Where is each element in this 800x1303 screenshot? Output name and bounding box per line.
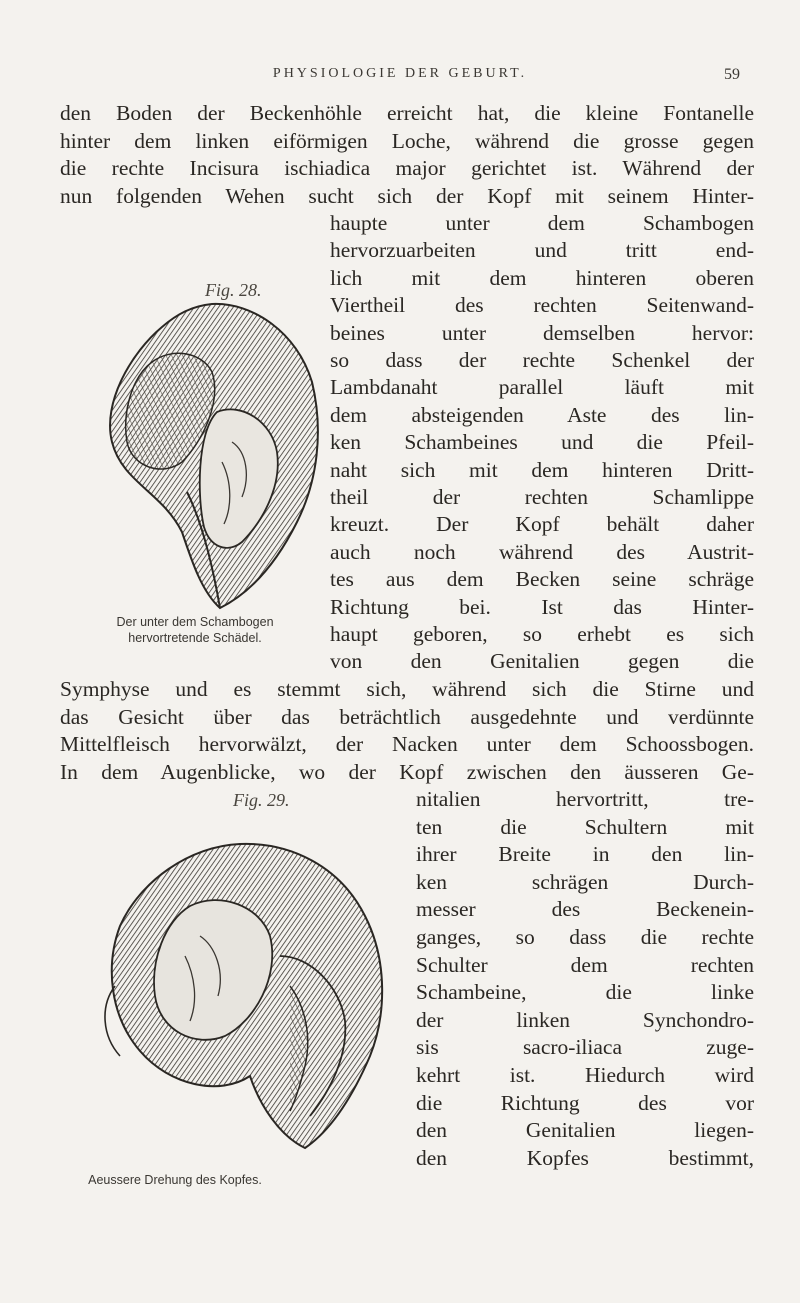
running-title: PHYSIOLOGIE DER GEBURT.	[272, 66, 528, 81]
text-line: beines unter demselben hervor:	[330, 320, 754, 345]
text-line: Lambdanaht parallel läuft mit	[330, 375, 754, 400]
figure-28-caption	[70, 614, 320, 646]
text-line: ihrer Breite in den lin-	[416, 842, 754, 867]
text-line: den Boden der Beckenhöhle erreicht hat, die kleine Fontanelle	[60, 101, 754, 125]
text-line: Viertheil des rechten Seitenwand-	[330, 293, 754, 318]
fetal-head-illustration	[92, 292, 328, 612]
text-line: haupt geboren, so erhebt es sich	[330, 622, 754, 646]
text-line: die rechte Incisura ischiadica major gerichtet ist. Während der	[60, 156, 754, 181]
text-line: Mittelfleisch hervorwälzt, der Nacken unter dem Schoossbogen.	[60, 732, 754, 757]
fetal-head-rotation-illustration	[90, 836, 396, 1154]
text-line: In dem Augenblicke, wo der Kopf zwischen den äusseren Ge-	[60, 759, 754, 784]
caption-line: Aeussere Drehung des Kopfes.	[88, 1173, 262, 1187]
text-line: die Richtung des vor	[416, 1090, 754, 1115]
text-line: dem absteigenden Aste des lin-	[330, 402, 754, 427]
figure-29-label: Fig. 29.	[233, 790, 290, 810]
text-line: lich mit dem hinteren oberen	[330, 265, 754, 290]
text-line: den Kopfes bestimmt,	[416, 1145, 754, 1170]
text-line: Schambeine, die linke	[416, 980, 754, 1005]
text-line: Richtung bei. Ist das Hinter-	[330, 594, 754, 619]
text-line: theil der rechten Schamlippe	[330, 485, 754, 509]
caption-line: hervortretende Schädel.	[128, 631, 262, 645]
caption-line: Der unter dem Schambogen	[116, 615, 274, 629]
text-line: ken schrägen Durch-	[416, 869, 754, 894]
page-number: 59	[724, 66, 740, 83]
text-line: messer des Beckenein-	[416, 897, 754, 922]
text-line: das Gesicht über das beträchtlich ausgedehnte und verdünnte	[60, 704, 754, 729]
text-line: naht sich mit dem hinteren Dritt-	[330, 457, 754, 482]
figure-28-label: Fig. 28.	[205, 280, 262, 300]
text-line: ten die Schultern mit	[416, 814, 754, 839]
text-line: so dass der rechte Schenkel der	[330, 348, 754, 372]
figure-29-caption	[40, 1172, 310, 1188]
text-line: kreuzt. Der Kopf behält daher	[330, 512, 754, 537]
text-line: ganges, so dass die rechte	[416, 925, 754, 949]
text-line: nitalien hervortritt, tre-	[416, 787, 754, 811]
text-line: von den Genitalien gegen die	[330, 649, 754, 674]
text-line: kehrt ist. Hiedurch wird	[416, 1063, 754, 1087]
text-line: Schulter dem rechten	[416, 952, 754, 977]
text-line: ken Schambeines und die Pfeil-	[330, 430, 754, 455]
text-line: hinter dem linken eiförmigen Loche, während die grosse gegen	[60, 128, 754, 153]
text-line: nun folgenden Wehen sucht sich der Kopf mit seinem Hinter-	[60, 183, 754, 208]
text-line: hervorzuarbeiten und tritt end-	[330, 238, 754, 263]
text-line: haupte unter dem Schambogen	[330, 211, 754, 235]
figure-29	[90, 836, 396, 1154]
text-line: der linken Synchondro-	[416, 1007, 754, 1032]
text-line: auch noch während des Austrit-	[330, 539, 754, 564]
running-head	[60, 66, 740, 90]
text-line: sis sacro-iliaca zuge-	[416, 1035, 754, 1060]
figure-28	[92, 292, 328, 612]
text-line: Symphyse und es stemmt sich, während sich die Stirne und	[60, 677, 754, 701]
text-line: tes aus dem Becken seine schräge	[330, 567, 754, 592]
text-line: den Genitalien liegen-	[416, 1118, 754, 1143]
